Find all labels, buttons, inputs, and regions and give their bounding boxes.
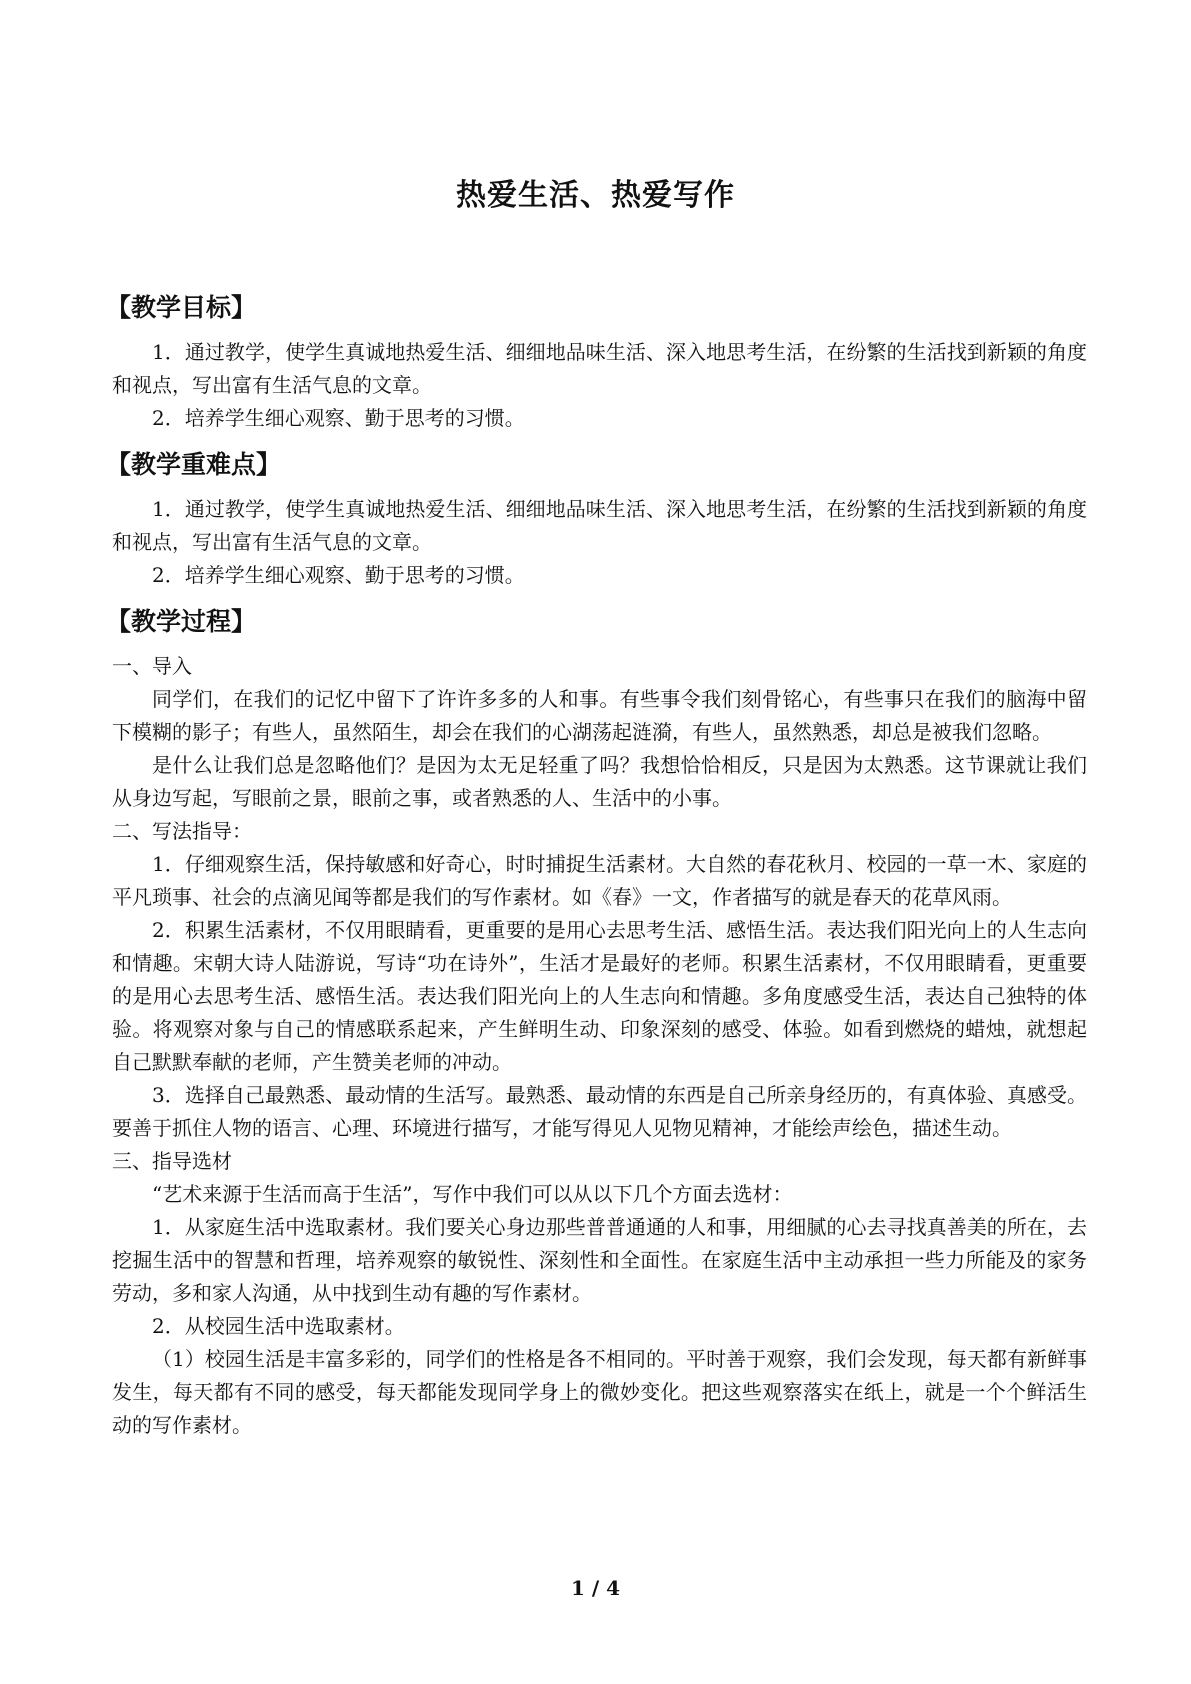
keypoints-item-2: 2．培养学生细心观察、勤于思考的习惯。 <box>152 563 525 587</box>
page-number: 1 / 4 <box>570 1576 621 1600</box>
section-heading-goals: 【教学目标】 <box>106 293 257 322</box>
document-body <box>106 288 1087 1442</box>
keypoints-item-1: 1．通过教学，使学生真诚地热爱生活、细细地品味生活、深入地思考生活，在纷繁的生活找到新颖的角度和视点，写出富有生活气息的文章。 <box>112 497 1087 554</box>
section-heading-keypoints: 【教学重难点】 <box>106 450 282 479</box>
process-part1-para-2: 是什么让我们总是忽略他们？是因为太无足轻重了吗？我想恰恰相反，只是因为太熟悉。这节课就让我们从身边写起，写眼前之景，眼前之事，或者熟悉的人、生活中的小事。 <box>112 753 1087 810</box>
process-part3-title: 三、指导选材 <box>112 1149 232 1173</box>
goals-item-2: 2．培养学生细心观察、勤于思考的习惯。 <box>152 406 525 430</box>
process-part2-para-3: 3．选择自己最熟悉、最动情的生活写。最熟悉、最动情的东西是自己所亲身经历的，有真体验、真感受。要善于抓住人物的语言、心理、环境进行描写，才能写得见人见物见精神，才能绘声绘色，描述生动。 <box>112 1083 1087 1140</box>
process-part3-para-3: 2．从校园生活中选取素材。 <box>152 1314 405 1338</box>
process-part2-title: 二、写法指导： <box>112 819 252 843</box>
goals-item-1: 1．通过教学，使学生真诚地热爱生活、细细地品味生活、深入地思考生活，在纷繁的生活找到新颖的角度和视点，写出富有生活气息的文章。 <box>112 340 1087 397</box>
process-part3-para-1: “艺术来源于生活而高于生活”，写作中我们可以从以下几个方面去选材： <box>152 1182 793 1206</box>
process-part3-para-4: （1）校园生活是丰富多彩的，同学们的性格是各不相同的。平时善于观察，我们会发现，每天都有新鲜事发生，每天都有不同的感受，每天都能发现同学身上的微妙变化。把这些观察落实在纸上，就是一个个鲜活生动的写作素材。 <box>112 1347 1087 1437</box>
section-heading-process: 【教学过程】 <box>106 607 257 636</box>
process-part2-para-2: 2．积累生活素材，不仅用眼睛看，更重要的是用心去思考生活、感悟生活。表达我们阳光向上的人生志向和情趣。宋朝大诗人陆游说，写诗“功在诗外”，生活才是最好的老师。积累生活素材，不仅用眼睛看，更重要的是用心去思考生活、感悟生活。表达我们阳光向上的人生志向和情趣。多角度感受生活，表达自己独特的体验。将观察对象与自己的情感联系起来，产生鲜明生动、印象深刻的感受、体验。如看到燃烧的蜡烛，就想起自己默默奉献的老师，产生赞美老师的冲动。 <box>112 918 1087 1074</box>
process-part1-para-1: 同学们，在我们的记忆中留下了许许多多的人和事。有些事令我们刻骨铭心，有些事只在我们的脑海中留下模糊的影子；有些人，虽然陌生，却会在我们的心湖荡起涟漪，有些人，虽然熟悉，却总是被我们忽略。 <box>112 687 1087 744</box>
document-title: 热爱生活、热爱写作 <box>456 178 735 213</box>
process-part3-para-2: 1．从家庭生活中选取素材。我们要关心身边那些普普通通的人和事，用细腻的心去寻找真善美的所在，去挖掘生活中的智慧和哲理，培养观察的敏锐性、深刻性和全面性。在家庭生活中主动承担一些力所能及的家务劳动，多和家人沟通，从中找到生动有趣的写作素材。 <box>112 1215 1087 1305</box>
process-part2-para-1: 1．仔细观察生活，保持敏感和好奇心，时时捕捉生活素材。大自然的春花秋月、校园的一草一木、家庭的平凡琐事、社会的点滴见闻等都是我们的写作素材。如《春》一文，作者描写的就是春天的花草风雨。 <box>112 852 1087 909</box>
process-part1-title: 一、导入 <box>112 654 192 678</box>
